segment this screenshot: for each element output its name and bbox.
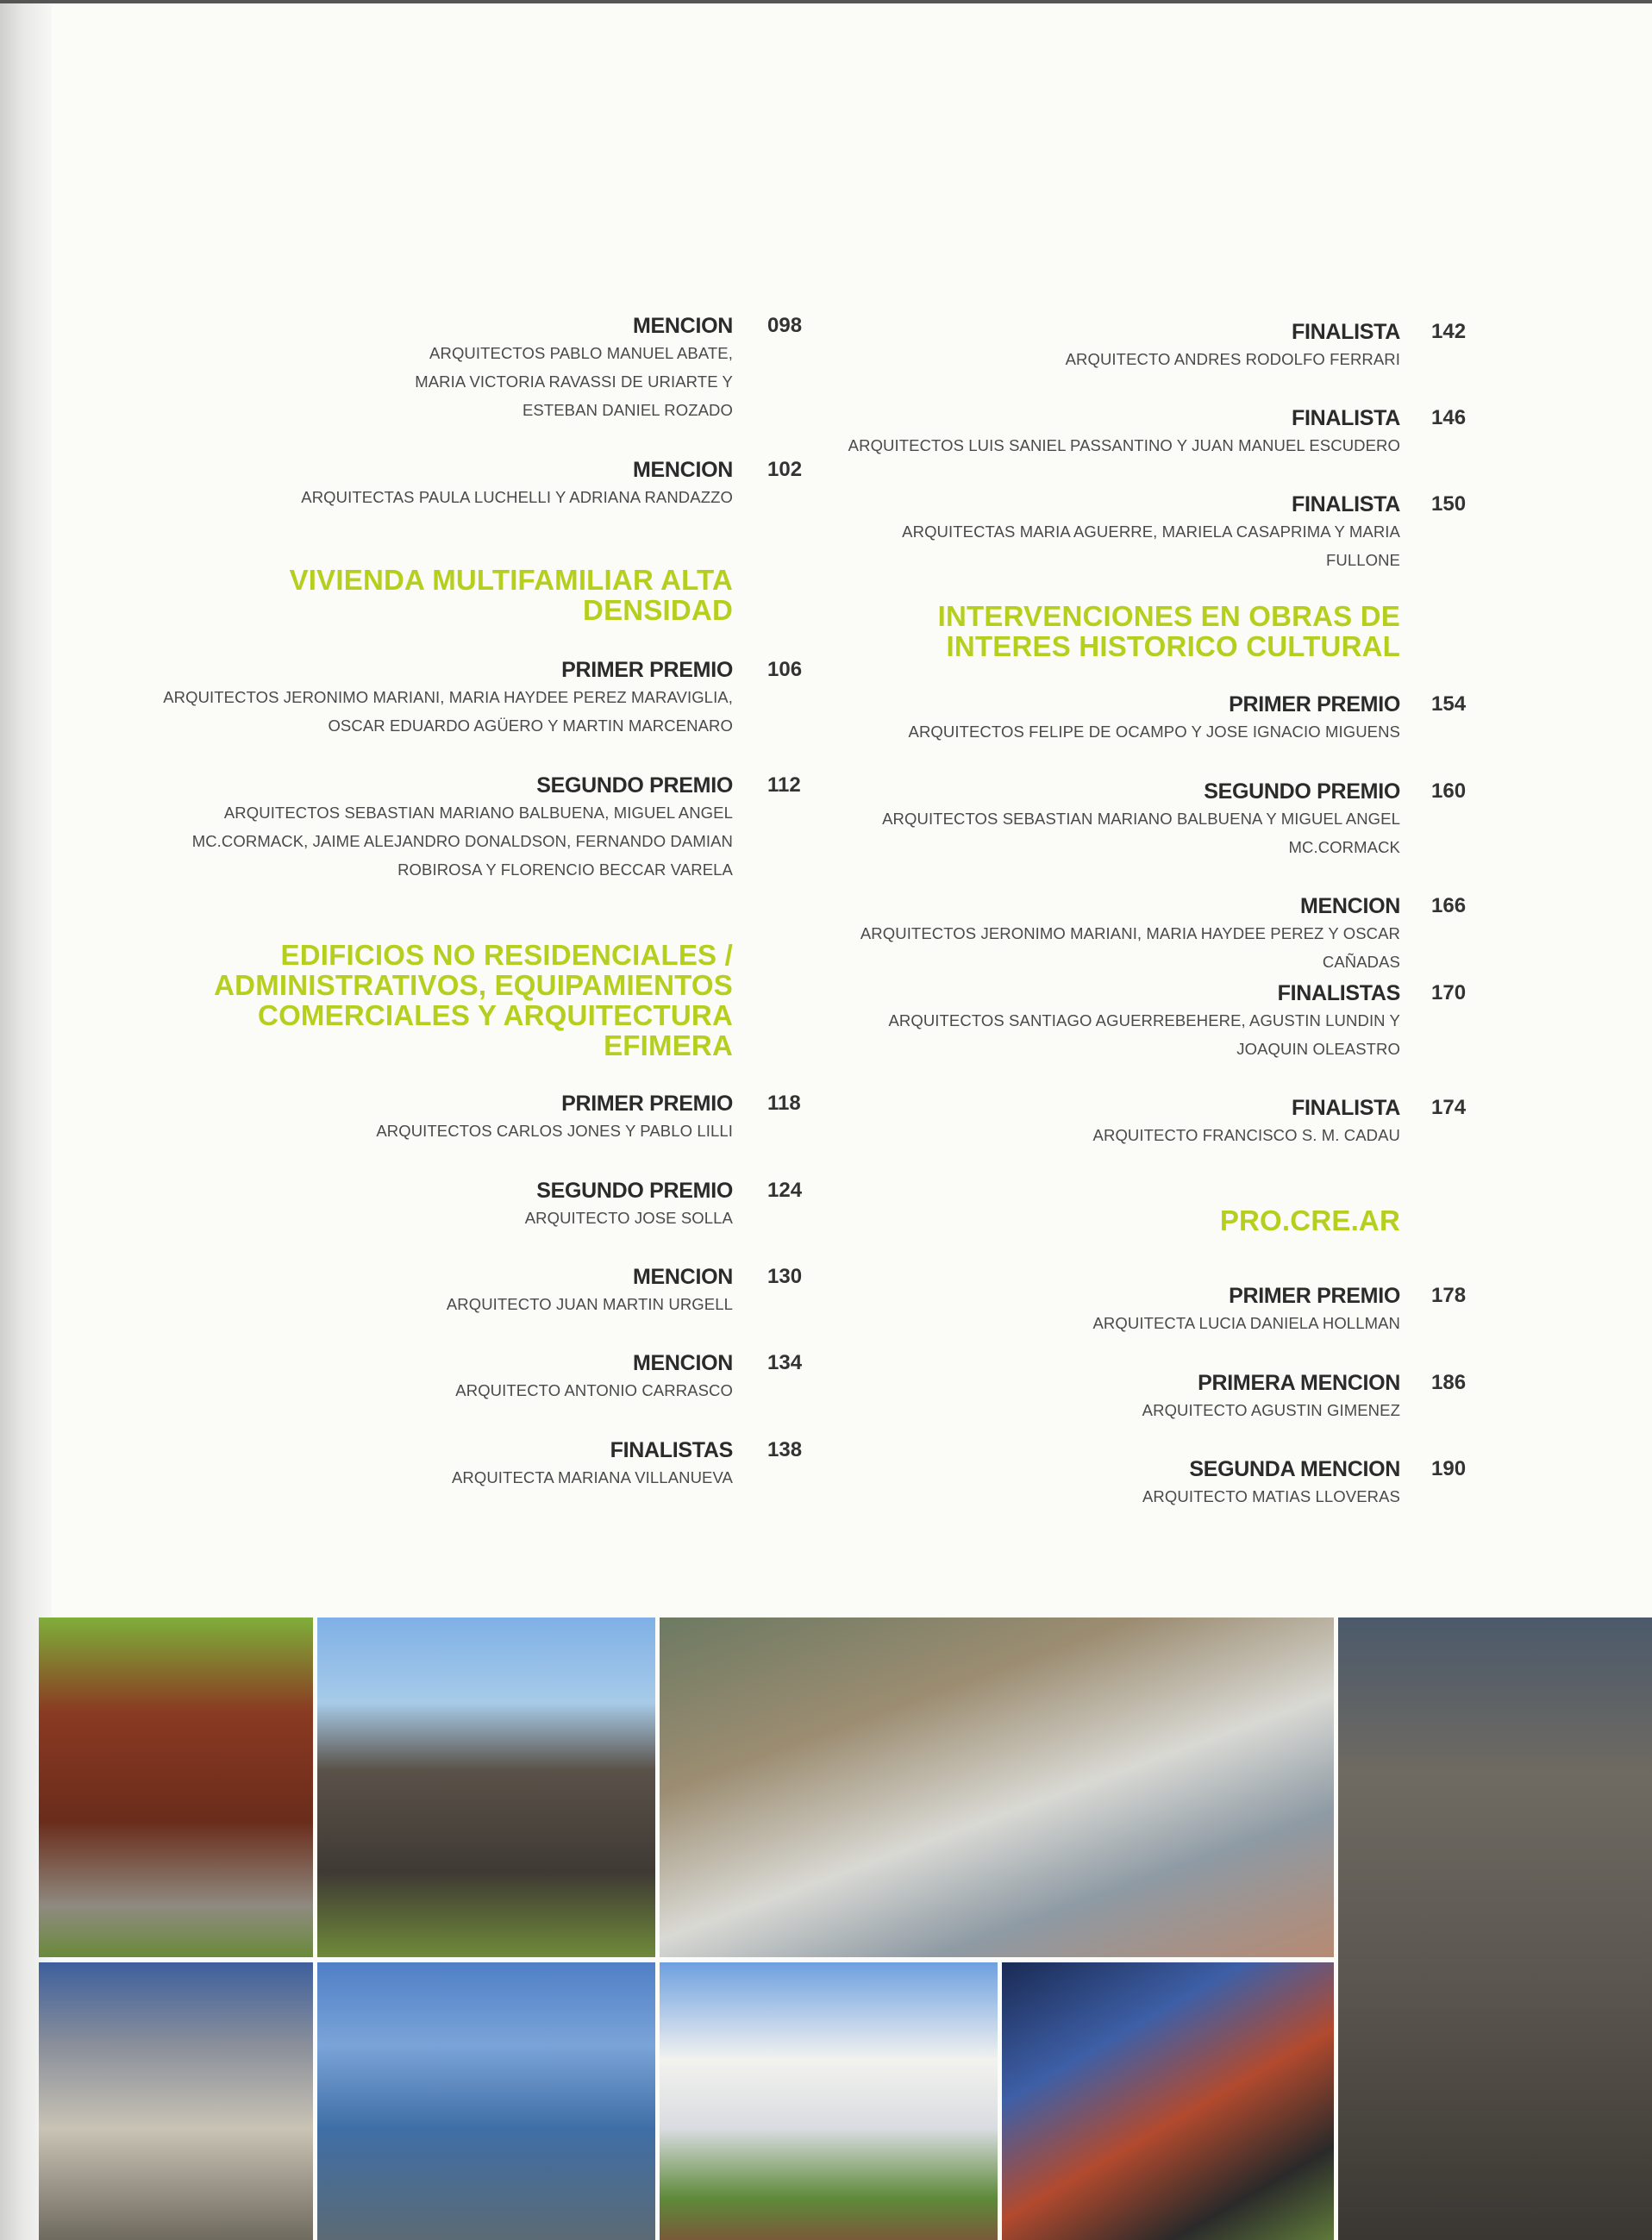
toc-entry[interactable] bbox=[129, 1350, 733, 1405]
page-number: 166 bbox=[1431, 894, 1467, 917]
page-number: 098 bbox=[767, 314, 803, 337]
page-number: 130 bbox=[767, 1265, 803, 1288]
entry-award: FINALISTAS bbox=[1277, 981, 1400, 1005]
toc-entry[interactable] bbox=[129, 1091, 733, 1145]
entry-architects: ROBIROSA Y FLORENCIO BECCAR VARELA bbox=[397, 860, 733, 879]
entry-architects: ARQUITECTO AGUSTIN GIMENEZ bbox=[1142, 1401, 1400, 1419]
entry-award: SEGUNDO PREMIO bbox=[536, 773, 733, 798]
white-apartment-photo bbox=[660, 1962, 998, 2240]
entry-award: FINALISTA bbox=[1292, 406, 1400, 430]
entry-architects: ARQUITECTOS SEBASTIAN MARIANO BALBUENA Y MIGUEL ANGEL bbox=[882, 810, 1400, 828]
entry-architects: ARQUITECTO ANDRES RODOLFO FERRARI bbox=[1065, 350, 1400, 368]
toc-entry[interactable] bbox=[828, 1370, 1400, 1424]
toc-entry[interactable] bbox=[129, 1178, 733, 1232]
toc-entry[interactable] bbox=[129, 1437, 733, 1492]
toc-entry[interactable] bbox=[129, 313, 733, 424]
page-number: 174 bbox=[1431, 1096, 1467, 1119]
page-number: 124 bbox=[767, 1179, 803, 1202]
toc-entry[interactable] bbox=[828, 980, 1400, 1063]
page-number: 142 bbox=[1431, 320, 1467, 343]
entry-award: FINALISTA bbox=[1292, 320, 1400, 344]
toc-entry[interactable] bbox=[129, 657, 733, 740]
entry-award: SEGUNDO PREMIO bbox=[536, 1179, 733, 1203]
entry-architects: ARQUITECTO MATIAS LLOVERAS bbox=[1142, 1487, 1400, 1505]
page-number: 170 bbox=[1431, 981, 1467, 1004]
section-heading-line: EDIFICIOS NO RESIDENCIALES / bbox=[280, 939, 733, 971]
entry-architects: JOAQUIN OLEASTRO bbox=[1236, 1040, 1400, 1058]
page-number: 102 bbox=[767, 458, 803, 481]
page-number: 146 bbox=[1431, 406, 1467, 429]
entry-award: PRIMER PREMIO bbox=[1229, 692, 1400, 716]
entry-architects: MC.CORMACK, JAIME ALEJANDRO DONALDSON, FERNANDO DAMIAN bbox=[191, 832, 733, 850]
brick-facade-photo bbox=[39, 1617, 313, 1957]
entry-architects: ARQUITECTOS FELIPE DE OCAMPO Y JOSE IGNACIO MIGUENS bbox=[908, 723, 1400, 741]
entry-award: MENCION bbox=[633, 458, 733, 482]
toc-entry[interactable] bbox=[828, 779, 1400, 861]
entry-award: MENCION bbox=[633, 314, 733, 338]
entry-award: PRIMER PREMIO bbox=[561, 1092, 733, 1116]
entry-award: PRIMERA MENCION bbox=[1198, 1371, 1400, 1395]
entry-architects: ESTEBAN DANIEL ROZADO bbox=[522, 401, 733, 419]
concrete-stair-photo bbox=[1338, 1617, 1652, 2240]
entry-award: SEGUNDO PREMIO bbox=[1204, 779, 1400, 804]
entry-architects: ARQUITECTOS CARLOS JONES Y PABLO LILLI bbox=[376, 1122, 733, 1140]
toc-entry[interactable] bbox=[828, 1456, 1400, 1511]
page-number: 112 bbox=[767, 773, 801, 797]
entry-architects: ARQUITECTOS JERONIMO MARIANI, MARIA HAYDEE PEREZ MARAVIGLIA, bbox=[163, 688, 733, 706]
section-heading bbox=[828, 1205, 1400, 1236]
toc-entry[interactable] bbox=[828, 491, 1400, 574]
section-heading-line: EFIMERA bbox=[604, 1029, 733, 1061]
toc-entry[interactable] bbox=[828, 893, 1400, 976]
entry-architects: ARQUITECTA LUCIA DANIELA HOLLMAN bbox=[1092, 1314, 1400, 1332]
entry-architects: ARQUITECTOS SANTIAGO AGUERREBEHERE, AGUSTIN LUNDIN Y bbox=[888, 1011, 1400, 1029]
toc-entry[interactable] bbox=[828, 1095, 1400, 1149]
entry-award: MENCION bbox=[633, 1265, 733, 1289]
entry-architects: ARQUITECTO ANTONIO CARRASCO bbox=[455, 1381, 733, 1399]
section-heading bbox=[828, 601, 1400, 661]
toc-entry[interactable] bbox=[828, 1283, 1400, 1337]
entry-architects: ARQUITECTAS MARIA AGUERRE, MARIELA CASAPRIMA Y MARIA FULLONE bbox=[902, 522, 1400, 569]
entry-award: FINALISTA bbox=[1292, 1096, 1400, 1120]
entry-architects: OSCAR EDUARDO AGÜERO Y MARTIN MARCENARO bbox=[328, 716, 733, 735]
toc-entry[interactable] bbox=[129, 457, 733, 511]
entry-award: MENCION bbox=[1300, 894, 1400, 918]
entry-architects: ARQUITECTOS PABLO MANUEL ABATE, bbox=[429, 344, 733, 362]
section-heading bbox=[129, 940, 733, 1061]
toc-entry[interactable] bbox=[129, 773, 733, 884]
page-number: 106 bbox=[767, 658, 803, 681]
entry-award: PRIMER PREMIO bbox=[1229, 1284, 1400, 1308]
entry-architects: MC.CORMACK bbox=[1288, 838, 1400, 856]
section-heading-line: INTERVENCIONES EN OBRAS DE bbox=[937, 600, 1400, 632]
entry-architects: ARQUITECTO JOSE SOLLA bbox=[524, 1209, 733, 1227]
entry-architects: ARQUITECTOS LUIS SANIEL PASSANTINO Y JUAN MANUEL ESCUDERO bbox=[848, 436, 1400, 454]
section-heading-line: DENSIDAD bbox=[583, 594, 733, 626]
facade-trees-photo bbox=[1002, 1962, 1334, 2240]
entry-architects: MARIA VICTORIA RAVASSI DE URIARTE Y bbox=[415, 372, 733, 391]
page-number: 138 bbox=[767, 1438, 803, 1461]
toc-entry[interactable] bbox=[129, 1264, 733, 1318]
historic-building-photo bbox=[39, 1962, 313, 2240]
toc-entry[interactable] bbox=[828, 405, 1400, 460]
section-heading-line: ADMINISTRATIVOS, EQUIPAMIENTOS bbox=[214, 969, 733, 1001]
entry-architects: ARQUITECTO JUAN MARTIN URGELL bbox=[446, 1295, 733, 1313]
top-edge bbox=[0, 0, 1652, 3]
glass-tower-photo bbox=[317, 1962, 655, 2240]
entry-award: SEGUNDA MENCION bbox=[1189, 1457, 1400, 1481]
toc-entry[interactable] bbox=[828, 319, 1400, 373]
page-number: 150 bbox=[1431, 492, 1467, 516]
concrete-house-photo bbox=[317, 1617, 655, 1957]
entry-award: PRIMER PREMIO bbox=[561, 658, 733, 682]
entry-architects: ARQUITECTO FRANCISCO S. M. CADAU bbox=[1092, 1126, 1400, 1144]
section-heading-line: INTERES HISTORICO CULTURAL bbox=[946, 630, 1400, 662]
page-number: 190 bbox=[1431, 1457, 1467, 1480]
section-heading-line: COMERCIALES Y ARQUITECTURA bbox=[258, 999, 733, 1031]
entry-architects: ARQUITECTA MARIANA VILLANUEVA bbox=[451, 1468, 733, 1486]
toc-entry[interactable] bbox=[828, 691, 1400, 746]
entry-award: FINALISTAS bbox=[610, 1438, 733, 1462]
page-number: 178 bbox=[1431, 1284, 1467, 1307]
section-heading-line: PRO.CRE.AR bbox=[1219, 1204, 1400, 1236]
page-number: 186 bbox=[1431, 1371, 1467, 1394]
aerial-construction-photo bbox=[660, 1617, 1334, 1957]
entry-architects: ARQUITECTOS SEBASTIAN MARIANO BALBUENA, MIGUEL ANGEL bbox=[223, 804, 733, 822]
section-heading bbox=[129, 565, 733, 625]
entry-architects: ARQUITECTAS PAULA LUCHELLI Y ADRIANA RANDAZZO bbox=[301, 488, 733, 506]
entry-award: FINALISTA bbox=[1292, 492, 1400, 516]
page-number: 154 bbox=[1431, 692, 1467, 716]
entry-award: MENCION bbox=[633, 1351, 733, 1375]
page-number: 160 bbox=[1431, 779, 1467, 803]
entry-architects: ARQUITECTOS JERONIMO MARIANI, MARIA HAYDEE PEREZ Y OSCAR CAÑADAS bbox=[860, 924, 1400, 971]
section-heading-line: VIVIENDA MULTIFAMILIAR ALTA bbox=[289, 564, 733, 596]
page-number: 118 bbox=[767, 1092, 801, 1115]
page-number: 134 bbox=[767, 1351, 803, 1374]
